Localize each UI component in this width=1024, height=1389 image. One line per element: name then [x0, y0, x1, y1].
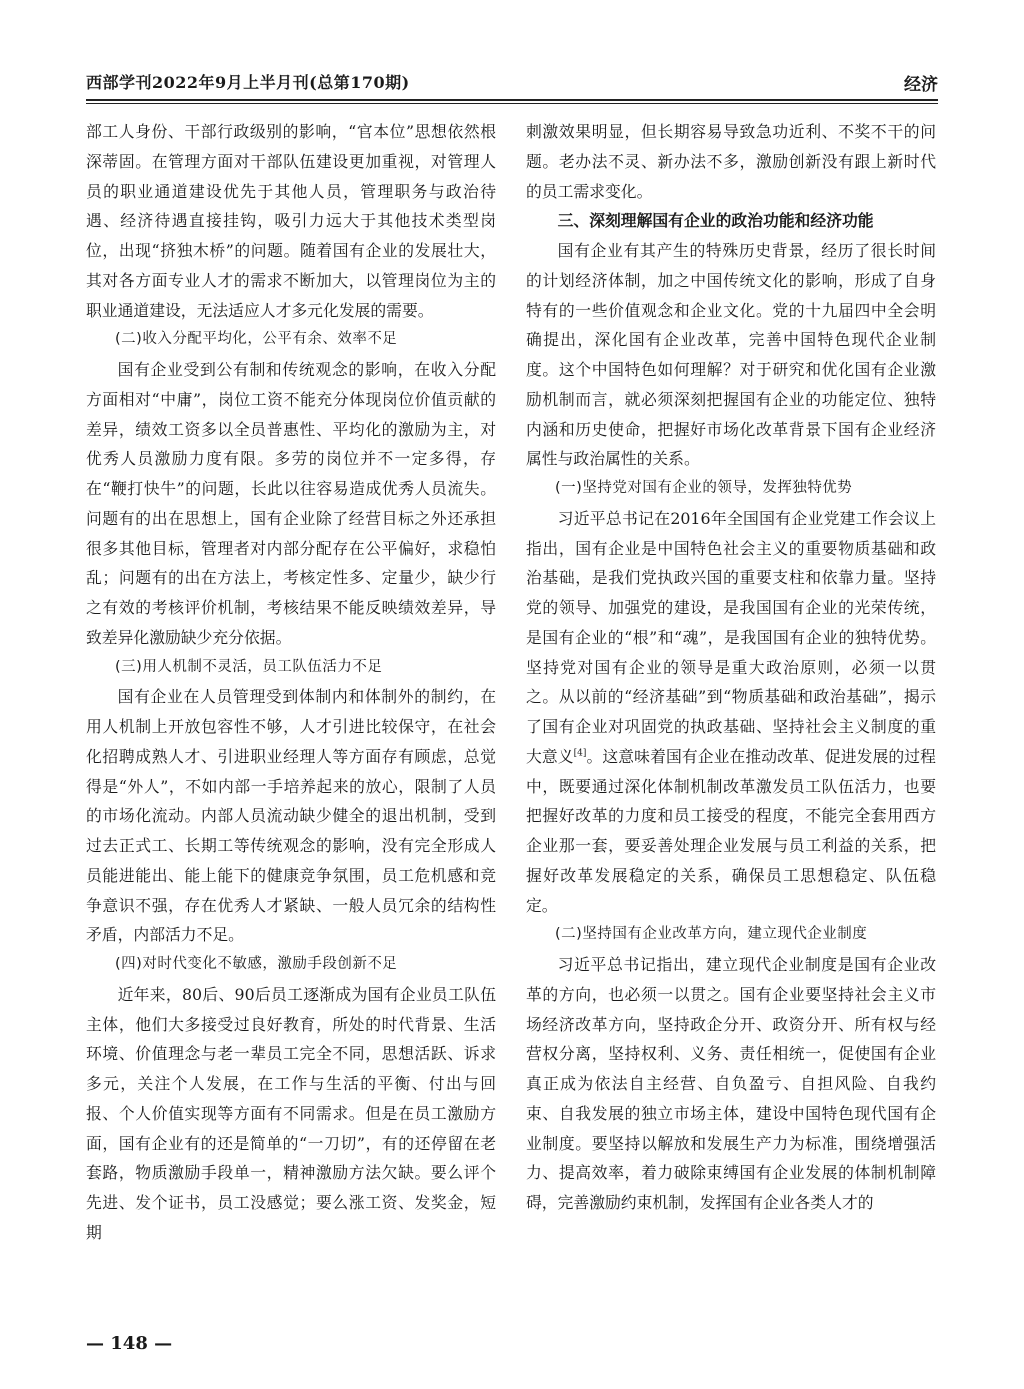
paragraph: 刺激效果明显，但长期容易导致急功近利、不奖不干的问题。老办法不灵、新办法不多，激励创新没有跟上新时代的员工需求变化。 [526, 122, 936, 201]
paragraph: 部工人身份、干部行政级别的影响，“官本位”思想依然根深蒂固。在管理方面对干部队伍建设更加重视，对管理人员的职业通道建设优先于其他人员，管理职务与政治待遇、经济待遇直接挂钩，吸引力远大于其他技术类型岗位，出现“挤独木桥”的问题。随着国有企业的发展壮大，其对各方面专业人才的需求不断加大，以管理岗位为主的职业通道建设，无法适应人才多元化发展的需要。 [86, 122, 496, 320]
section-label: 经济 [904, 75, 938, 95]
header-rule-thin [86, 103, 938, 104]
paragraph: 近年来，80后、90后员工逐渐成为国有企业员工队伍主体，他们大多接受过良好教育，所处的时代背景、生活环境、价值理念与老一辈员工完全不同，思想活跃、诉求多元，关注个人发展，在工作与生活的平衡、付出与回报、个人价值实现等方面有不同需求。但是在员工激励方面，国有企业有的还是简单的“一刀切”，有的还停留在老套路，物质激励手段单一，精神激励方法欠缺。要么评个先进、发个证书，员工没感觉；要么涨工资、发奖金，短期 [86, 984, 496, 1242]
citation-ref: [4] [573, 748, 587, 759]
paragraph: 习近平总书记指出，建立现代企业制度是国有企业改革的方向，也必须一以贯之。国有企业要坚持社会主义市场经济改革方向，坚持政企分开、政资分开、所有权与经营权分离，坚持权利、义务、责任相统一，促使国有企业真正成为依法自主经营、自负盈亏、自担风险、自我约束、自我发展的独立市场主体，建设中国特色现代国有企业制度。要坚持以解放和发展生产力为标准，围绕增强活力、提高效率，着力破除束缚国有企业发展的体制机制障碍，完善激励约束机制，发挥国有企业各类人才的 [526, 955, 936, 1212]
subsection-heading: (二)坚持国有企业改革方向，建立现代企业制度 [555, 926, 868, 943]
journal-title: 西部学刊2022年9月上半月刊(总第170期) [86, 73, 410, 92]
right-column [526, 117, 936, 1218]
subsection-heading: (四)对时代变化不敏感，激励手段创新不足 [115, 956, 398, 972]
paragraph: 国有企业在人员管理受到体制内和体制外的制约，在用人机制上开放包容性不够，人才引进比较保守，在社会化招聘成熟人才、引进职业经理人等方面存有顾虑，总觉得是“外人”，不如内部一手培养起来的放心，限制了人员的市场化流动。内部人员流动缺少健全的退出机制，受到过去正式工、长期工等传统观念的影响，没有完全形成人员能进能出、能上能下的健康竞争氛围，员工危机感和竞争意识不强，存在优秀人才紧缺、一般人员冗余的结构性矛盾，内部活力不足。 [86, 687, 496, 945]
paragraph-text: 习近平总书记在2016年全国国有企业党建工作会议上指出，国有企业是中国特色社会主义的重要物质基础和政治基础，是我们党执政兴国的重要支柱和依靠力量。坚持党的领导、加强党的建设，是我国国有企业的光荣传统，是国有企业的“根”和“魂”，是我国国有企业的独特优势。坚持党对国有企业的领导是重大政治原则，必须一以贯之。从以前的“经济基础”到“物质基础和政治基础”，揭示了国有企业对巩固党的执政基础、坚持社会主义制度的重大意义 [526, 508, 936, 766]
paragraph-text: 。这意味着国有企业在推动改革、促进发展的过程中，既要通过深化体制机制改革激发员工队伍活力，也要把握好改革的力度和员工接受的程度，不能完全套用西方企业那一套，要妥善处理企业发展与员工利益的关系，把握好改革发展稳定的关系，确保员工思想稳定、队伍稳定。 [526, 746, 936, 915]
paragraph: 国有企业有其产生的特殊历史背景，经历了很长时间的计划经济体制，加之中国传统文化的影响，形成了自身特有的一些价值观念和企业文化。党的十九届四中全会明确提出，深化国有企业改革，完善中国特色现代企业制度。这个中国特色如何理解？对于研究和优化国有企业激励机制而言，就必须深刻把握国有企业的功能定位、独特内涵和历史使命，把握好市场化改革背景下国有企业经济属性与政治属性的关系。 [526, 241, 936, 469]
subsection-heading: (一)坚持党对国有企业的领导，发挥独特优势 [555, 480, 853, 496]
left-column [86, 117, 496, 1248]
section-heading: 三、深刻理解国有企业的政治功能和经济功能 [557, 211, 874, 231]
running-header [86, 70, 938, 100]
page-number: — 148 — [86, 1333, 173, 1354]
subsection-heading: (二)收入分配平均化，公平有余、效率不足 [115, 331, 398, 348]
subsection-heading: (三)用人机制不灵活，员工队伍活力不足 [115, 658, 383, 675]
header-rule-thick [86, 99, 938, 101]
paragraph: 国有企业受到公有制和传统观念的影响，在收入分配方面相对“中庸”，岗位工资不能充分体现岗位价值贡献的差异，绩效工资多以全员普惠性、平均化的激励为主，对优秀人员激励力度有限。多劳的岗位并不一定多得，存在“鞭打快牛”的问题，长此以往容易造成优秀人员流失。问题有的出在思想上，国有企业除了经营目标之外还承担很多其他目标，管理者对内部分配存在公平偏好，求稳怕乱；问题有的出在方法上，考核定性多、定量少，缺少行之有效的考核评价机制，考核结果不能反映绩效差异，导致差异化激励缺少充分依据。 [86, 360, 496, 647]
paragraph [526, 504, 936, 921]
